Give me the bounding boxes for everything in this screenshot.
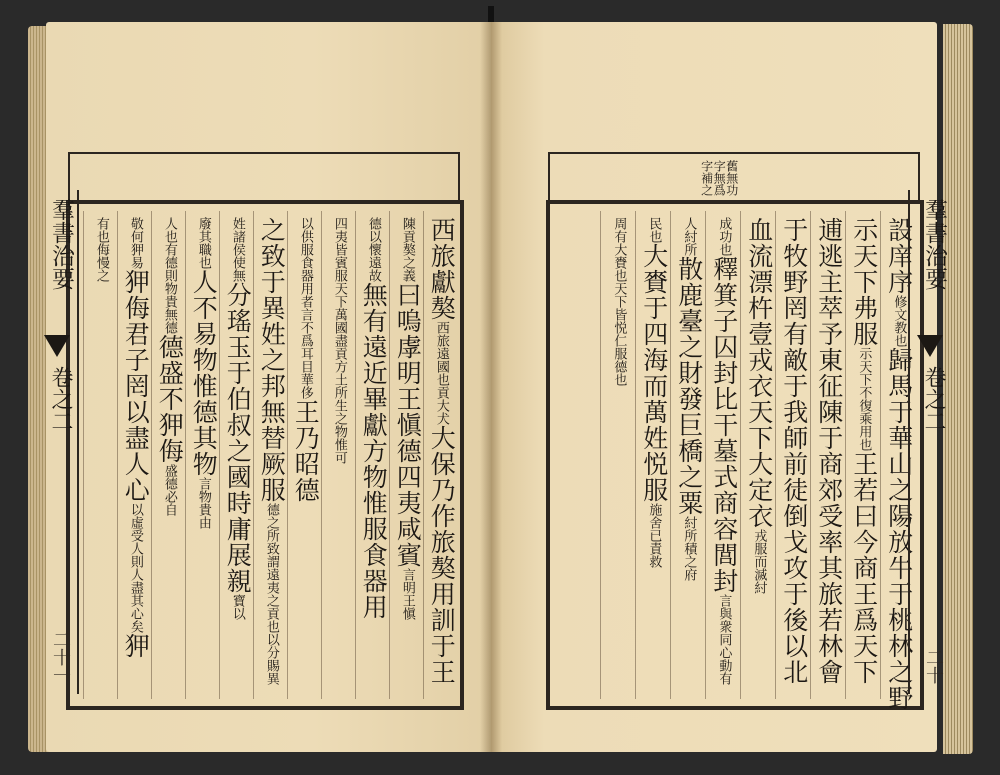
right-head-margin <box>548 152 920 202</box>
commentary-text: 民也 <box>646 217 662 243</box>
column-rule <box>705 211 706 699</box>
main-text: 于牧野罔有敵于我師前徒倒戈攻于後以北 <box>779 217 809 685</box>
page-number: 二十 <box>923 648 944 684</box>
main-text: 設庠序 <box>884 217 914 295</box>
commentary-text: 有也 <box>93 217 109 243</box>
column-rule <box>151 211 152 699</box>
commentary-text: 德之所致謂遠夷 <box>263 503 279 594</box>
main-text: 王若曰今商王爲天下 <box>849 451 879 685</box>
book-gutter <box>480 22 502 752</box>
commentary-text: 敬何狎易 <box>127 217 143 269</box>
text-column <box>849 217 878 695</box>
column-rule <box>600 211 601 699</box>
left-fold-strip <box>37 190 79 694</box>
text-column <box>223 217 251 695</box>
text-column <box>709 217 738 695</box>
main-text: 無有遠近畢獻方物惟服食器用 <box>359 282 389 620</box>
column-rule <box>845 211 846 699</box>
commentary-text: 施舍已責救 <box>646 503 662 568</box>
commentary-text: 紂所積之府 <box>681 516 697 581</box>
column-rule <box>423 211 424 699</box>
text-column <box>393 217 421 695</box>
text-column <box>291 217 319 695</box>
head-note-line: 舊無功 <box>724 160 739 196</box>
main-text: 人不易物惟德其物 <box>189 269 219 477</box>
main-text: 封 <box>709 568 739 594</box>
column-rule <box>355 211 356 699</box>
text-column <box>674 217 703 695</box>
open-book <box>28 6 973 766</box>
main-text: 分瑤玉于伯叔之國時庸展親 <box>223 282 253 594</box>
commentary-text: 四夷皆賓服 <box>331 217 347 282</box>
main-text: 釋箕子囚封比干墓式商容閭 <box>709 256 739 568</box>
commentary-text: 修 <box>891 295 907 308</box>
commentary-text: 德以懷遠故 <box>365 217 381 282</box>
main-text: 歸馬于華山之陽放牛于桃林之野 <box>884 347 914 711</box>
head-note <box>700 160 738 202</box>
commentary-text: 侮慢之 <box>93 243 109 282</box>
commentary-text: 天下 <box>611 282 627 308</box>
main-text: 德盛不狎侮 <box>155 334 185 464</box>
text-column <box>427 217 455 695</box>
column-rule <box>389 211 390 699</box>
commentary-text: 言與衆同心動有 <box>716 594 732 685</box>
main-text: 之致于異姓之邦無替厥服 <box>257 217 287 503</box>
commentary-text: 言物貴由 <box>195 477 211 529</box>
text-column <box>779 217 808 695</box>
commentary-text: 皆悦仁服德也 <box>611 308 627 386</box>
column-rule <box>810 211 811 699</box>
commentary-text: 陳貢獒之義 <box>399 217 415 282</box>
text-column <box>325 217 353 695</box>
commentary-text: 姓諸侯使無 <box>229 217 245 282</box>
column-rule <box>253 211 254 699</box>
page-number: 二十一 <box>50 630 71 684</box>
commentary-text: 以虛受人則 <box>127 503 143 568</box>
head-note-line: 字補 <box>699 160 714 184</box>
column-rule <box>635 211 636 699</box>
commentary-text: 人也有德則物貴無德 <box>161 217 177 334</box>
main-text: 予東征陳于商郊受率其旅若林會 <box>814 321 844 685</box>
commentary-text: 也貢大犬 <box>433 373 449 425</box>
fish-tail-mark <box>917 335 943 357</box>
text-column <box>87 217 115 695</box>
column-rule <box>880 211 881 699</box>
main-text: 萃 <box>814 295 844 321</box>
main-text: 示天下弗服 <box>849 217 879 347</box>
text-column <box>604 217 633 695</box>
column-rule <box>185 211 186 699</box>
book-title: 羣書治要 <box>921 198 947 290</box>
main-text: 衣 <box>744 503 774 529</box>
column-rule <box>321 211 322 699</box>
commentary-text: 王愼 <box>399 594 415 620</box>
main-text: 狎 <box>121 633 151 659</box>
column-rule <box>740 211 741 699</box>
commentary-text: 戎 <box>751 529 767 542</box>
text-column <box>189 217 217 695</box>
commentary-text: 以供服食器用者言不爲耳目華侈 <box>297 217 313 399</box>
commentary-text: 盛德必自 <box>161 464 177 516</box>
commentary-text: 文教也 <box>891 308 907 347</box>
column-rule <box>670 211 671 699</box>
commentary-text: 也 <box>716 243 732 256</box>
text-column <box>155 217 183 695</box>
volume-label: 卷之二 <box>921 366 946 432</box>
commentary-text: 成功 <box>716 217 732 243</box>
commentary-text: 西旅遠國 <box>433 321 449 373</box>
book-title: 羣書治要 <box>48 198 74 290</box>
right-text-frame <box>546 200 924 710</box>
volume-label: 卷之二 <box>48 366 73 432</box>
text-column <box>814 217 843 695</box>
commentary-text: 周有大賚也 <box>611 217 627 282</box>
main-text: 大保乃作旅獒用訓于王 <box>427 425 457 685</box>
spine-gap <box>488 6 494 22</box>
text-column <box>257 217 285 695</box>
commentary-text: 示天下不 <box>856 347 872 399</box>
left-head-margin <box>68 152 460 202</box>
commentary-text: 寶以 <box>229 594 245 620</box>
main-text: 王乃昭德 <box>291 399 321 503</box>
left-page <box>46 22 491 752</box>
column-rule <box>287 211 288 699</box>
commentary-text: 之貢也以分賜異 <box>263 594 279 685</box>
main-text: 狎侮君子罔以盡人心 <box>121 269 151 503</box>
commentary-text: 天下萬國盡貢方土所生之物惟可 <box>331 282 347 464</box>
column-rule <box>219 211 220 699</box>
text-column <box>121 217 149 695</box>
text-column <box>639 217 668 695</box>
commentary-text: 復乘用也 <box>856 399 872 451</box>
right-page <box>491 22 937 752</box>
fish-tail-mark <box>44 335 70 357</box>
left-text-frame <box>66 200 464 710</box>
commentary-text: 廢其職也 <box>195 217 211 269</box>
main-text: 血流漂杵壹戎衣天下大定 <box>744 217 774 503</box>
text-column <box>359 217 387 695</box>
column-rule <box>775 211 776 699</box>
head-note-line: 字無爲 <box>712 160 727 196</box>
column-rule <box>83 211 84 699</box>
commentary-text: 人紂所 <box>681 217 697 256</box>
main-text: 曰嗚虖明王愼德四夷咸賓 <box>393 282 423 568</box>
column-rule <box>117 211 118 699</box>
main-text: 大賚于四海而萬姓悦服 <box>639 243 669 503</box>
right-fold-strip <box>908 190 954 694</box>
commentary-text: 人盡其心矣 <box>127 568 143 633</box>
main-text: 散鹿臺之財發巨橋之粟 <box>674 256 704 516</box>
main-text: 逋逃主 <box>814 217 844 295</box>
commentary-text: 言明 <box>399 568 415 594</box>
commentary-text: 服而滅紂 <box>751 542 767 594</box>
main-text: 西旅獻獒 <box>427 217 457 321</box>
text-column <box>744 217 773 695</box>
head-note-line: 之 <box>699 184 714 196</box>
